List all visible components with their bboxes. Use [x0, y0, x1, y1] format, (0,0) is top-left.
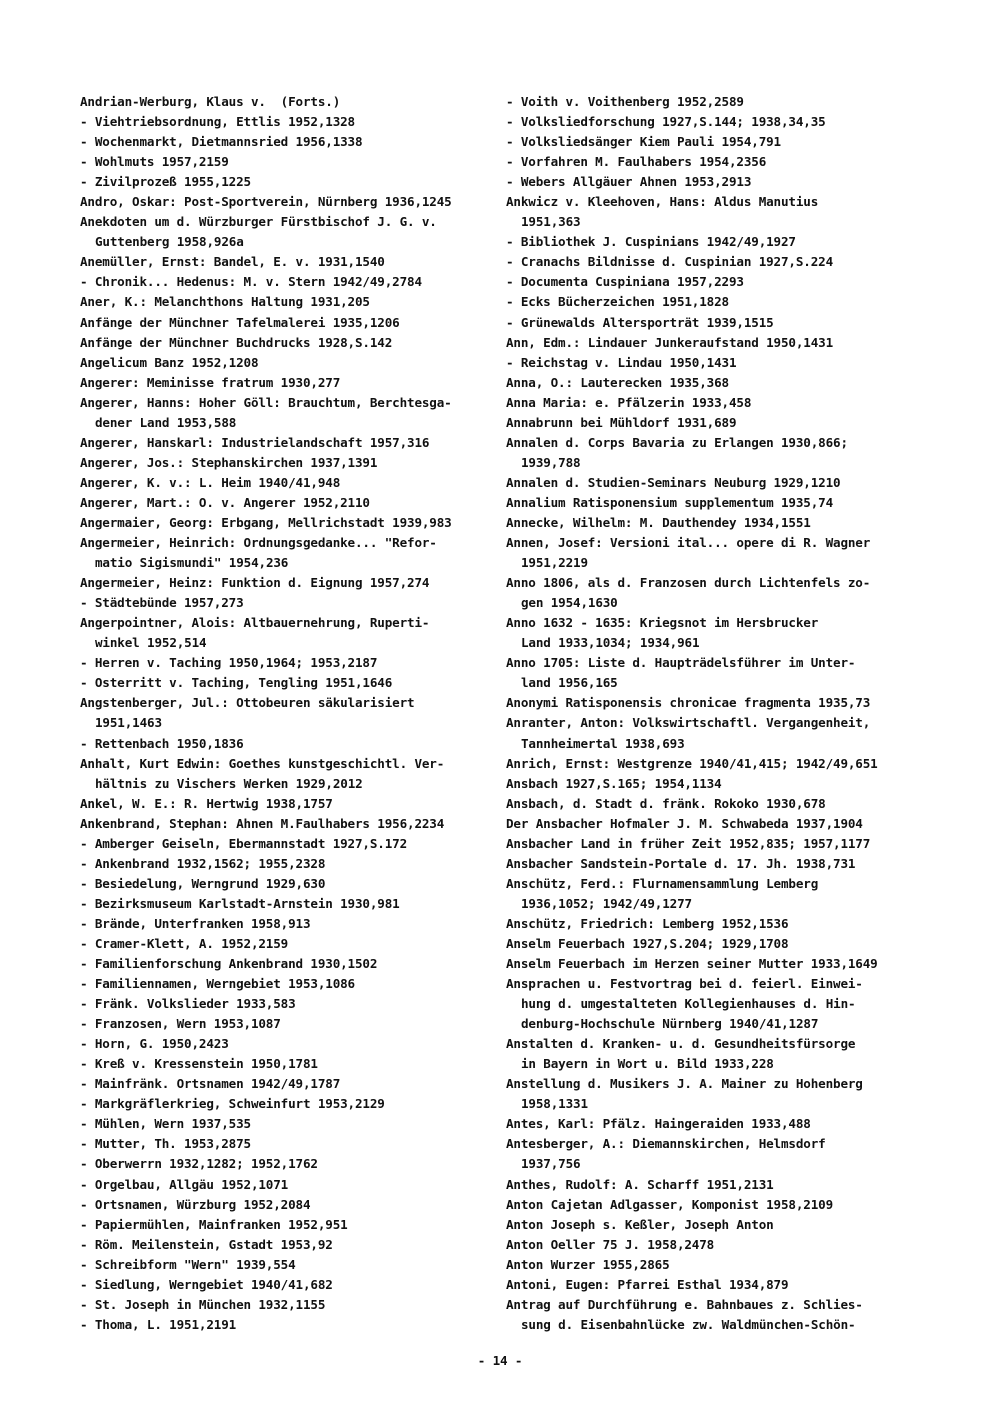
index-entry: Der Ansbacher Hofmaler J. M. Schwabeda 1937,1904	[506, 815, 863, 831]
index-entry: - Thoma, L. 1951,2191	[80, 1316, 237, 1332]
index-entry: - Papiermühlen, Mainfranken 1952,951	[80, 1216, 348, 1232]
index-entry: Anselm Feuerbach 1927,S.204; 1929,1708	[506, 935, 789, 951]
index-entry: Angerer, Jos.: Stephanskirchen 1937,1391	[80, 454, 378, 470]
index-entry: - Markgräflerkrieg, Schweinfurt 1953,2129	[80, 1096, 385, 1112]
index-entry: - Städtebünde 1957,273	[80, 595, 244, 611]
index-entry-continuation: Guttenberg 1958,926a	[95, 234, 244, 250]
index-entry-continuation: matio Sigismundi" 1954,236	[95, 555, 289, 571]
index-entry: Andrian-Werburg, Klaus v. (Forts.)	[80, 94, 341, 109]
index-entry: Antoni, Eugen: Pfarrei Esthal 1934,879	[506, 1276, 789, 1292]
index-entry: Anranter, Anton: Volkswirtschaftl. Vergangenheit,	[506, 715, 871, 731]
index-entry: Angermaier, Georg: Erbgang, Mellrichstadt 1939,983	[80, 514, 452, 530]
index-entry-continuation: in Bayern in Wort u. Bild 1933,228	[521, 1056, 774, 1072]
index-entry: Anschütz, Ferd.: Flurnamensammlung Lemberg	[506, 875, 819, 891]
index-entry: Anemüller, Ernst: Bandel, E. v. 1931,1540	[80, 254, 385, 270]
index-entry: - Wohlmuts 1957,2159	[80, 154, 229, 170]
index-entry: Antes, Karl: Pfälz. Haingeraiden 1933,488	[506, 1116, 811, 1132]
index-entry: - Ecks Bücherzeichen 1951,1828	[506, 294, 729, 310]
index-entry: - Cramer-Klett, A. 1952,2159	[80, 935, 289, 951]
index-entry: Annecke, Wilhelm: M. Dauthendey 1934,1551	[506, 514, 811, 530]
index-entry: Ansbach, d. Stadt d. fränk. Rokoko 1930,678	[506, 795, 826, 811]
index-entry: - Familienforschung Ankenbrand 1930,1502	[80, 956, 378, 972]
index-entry-continuation: Tannheimertal 1938,693	[521, 735, 685, 751]
index-entry-continuation: land 1956,165	[521, 675, 618, 691]
index-entry: - Osterritt v. Taching, Tengling 1951,1646	[80, 675, 393, 691]
index-entry-continuation: 1939,788	[521, 454, 581, 470]
index-entry: - Reichstag v. Lindau 1950,1431	[506, 354, 737, 370]
index-entry: Anton Oeller 75 J. 1958,2478	[506, 1236, 715, 1252]
index-entry: - Rettenbach 1950,1836	[80, 735, 244, 751]
index-entry: - Webers Allgäuer Ahnen 1953,2913	[506, 174, 752, 190]
index-entry: Anno 1632 - 1635: Kriegsnot im Hersbrucker	[506, 615, 819, 631]
index-entry: Ansprachen u. Festvortrag bei d. feierl. Einwei-	[506, 976, 863, 992]
index-entry-continuation: Land 1933,1034; 1934,961	[521, 635, 700, 651]
index-entry: - Vorfahren M. Faulhabers 1954,2356	[506, 154, 767, 170]
index-entry-continuation: 1951,1463	[95, 715, 162, 731]
index-entry: - Horn, G. 1950,2423	[80, 1036, 229, 1052]
index-entry: - Amberger Geiseln, Ebermannstadt 1927,S.172	[80, 835, 408, 851]
index-entry: - Kreß v. Kressenstein 1950,1781	[80, 1056, 318, 1072]
index-entry: Anekdoten um d. Würzburger Fürstbischof J. G. v.	[80, 214, 437, 230]
index-entry: Anhalt, Kurt Edwin: Goethes kunstgeschichtl. Ver-	[80, 755, 445, 771]
index-entry: Anstellung d. Musikers J. A. Mainer zu Hohenberg	[506, 1076, 863, 1092]
index-entry: Andro, Oskar: Post-Sportverein, Nürnberg 1936,1245	[80, 194, 452, 210]
index-entry: Anfänge der Münchner Tafelmalerei 1935,1206	[80, 314, 400, 330]
index-entry-continuation: 1936,1052; 1942/49,1277	[521, 895, 692, 911]
index-entry: Anno 1806, als d. Franzosen durch Lichtenfels zo-	[506, 575, 871, 591]
index-entry: Ankenbrand, Stephan: Ahnen M.Faulhabers 1956,2234	[80, 815, 445, 831]
index-entry: - Herren v. Taching 1950,1964; 1953,2187	[80, 655, 378, 671]
index-column-right	[506, 92, 916, 1335]
index-entry: Annabrunn bei Mühldorf 1931,689	[506, 414, 737, 430]
index-entry: - Grünewalds Altersporträt 1939,1515	[506, 314, 774, 330]
index-entry: - Ortsnamen, Würzburg 1952,2084	[80, 1196, 311, 1212]
index-entry-continuation: hältnis zu Vischers Werken 1929,2012	[95, 775, 363, 791]
index-entry-continuation: denburg-Hochschule Nürnberg 1940/41,1287	[521, 1016, 819, 1032]
index-entry: - St. Joseph in München 1932,1155	[80, 1296, 326, 1312]
index-entry: - Brände, Unterfranken 1958,913	[80, 915, 311, 931]
index-entry: - Mühlen, Wern 1937,535	[80, 1116, 251, 1132]
index-entry: - Besiedelung, Werngrund 1929,630	[80, 875, 326, 891]
index-entry: Angstenberger, Jul.: Ottobeuren säkularisiert	[80, 695, 415, 711]
index-entry: Anselm Feuerbach im Herzen seiner Mutter 1933,1649	[506, 956, 878, 972]
index-entry: - Schreibform "Wern" 1939,554	[80, 1256, 296, 1272]
index-entry: Angerpointner, Alois: Altbauernehrung, Ruperti-	[80, 615, 430, 631]
index-entry: Angerer, Mart.: O. v. Angerer 1952,2110	[80, 494, 370, 510]
index-entry: - Bibliothek J. Cuspinians 1942/49,1927	[506, 234, 796, 250]
index-entry: - Franzosen, Wern 1953,1087	[80, 1016, 281, 1032]
index-entry: Anna Maria: e. Pfälzerin 1933,458	[506, 394, 752, 410]
index-entry: Annen, Josef: Versioni ital... opere di R. Wagner	[506, 535, 871, 551]
index-entry: Anna, O.: Lauterecken 1935,368	[506, 374, 729, 390]
index-entry: Ankwicz v. Kleehoven, Hans: Aldus Manutius	[506, 194, 819, 210]
index-entry-continuation: 1958,1331	[521, 1096, 588, 1112]
index-entry: - Ankenbrand 1932,1562; 1955,2328	[80, 855, 326, 871]
index-entry-continuation: sung d. Eisenbahnlücke zw. Waldmünchen-Schön-	[521, 1316, 856, 1332]
index-entry: Anstalten d. Kranken- u. d. Gesundheitsfürsorge	[506, 1036, 856, 1052]
index-entry: Anno 1705: Liste d. Haupträdelsführer im Unter-	[506, 655, 856, 671]
index-entry: Anfänge der Münchner Buchdrucks 1928,S.142	[80, 334, 393, 350]
index-entry: - Fränk. Volkslieder 1933,583	[80, 996, 296, 1012]
index-entry: - Volksliedsänger Kiem Pauli 1954,791	[506, 134, 781, 150]
index-entry: Anrich, Ernst: Westgrenze 1940/41,415; 1942/49,651	[506, 755, 878, 771]
index-entry: Anton Cajetan Adlgasser, Komponist 1958,2109	[506, 1196, 834, 1212]
index-entry: Aner, K.: Melanchthons Haltung 1931,205	[80, 294, 370, 310]
index-entry: Antrag auf Durchführung e. Bahnbaues z. Schlies-	[506, 1296, 863, 1312]
index-entry: Ansbach 1927,S.165; 1954,1134	[506, 775, 722, 791]
index-entry: - Röm. Meilenstein, Gstadt 1953,92	[80, 1236, 333, 1252]
index-column-left	[80, 92, 485, 1335]
index-entry: Anschütz, Friedrich: Lemberg 1952,1536	[506, 915, 789, 931]
index-entry-continuation: 1951,363	[521, 214, 581, 230]
index-entry: - Documenta Cuspiniana 1957,2293	[506, 274, 744, 290]
index-entry: Ansbacher Sandstein-Portale d. 17. Jh. 1938,731	[506, 855, 856, 871]
index-entry: Ann, Edm.: Lindauer Junkeraufstand 1950,1431	[506, 334, 834, 350]
index-entry: - Orgelbau, Allgäu 1952,1071	[80, 1176, 289, 1192]
index-entry: Ansbacher Land in früher Zeit 1952,835; 1957,1177	[506, 835, 871, 851]
index-entry-continuation: 1951,2219	[521, 555, 588, 571]
index-entry: Annalium Ratisponensium supplementum 1935,74	[506, 494, 834, 510]
index-entry: - Cranachs Bildnisse d. Cuspinian 1927,S.224	[506, 254, 834, 270]
index-entry: Anthes, Rudolf: A. Scharff 1951,2131	[506, 1176, 774, 1192]
index-entry: - Familiennamen, Werngebiet 1953,1086	[80, 976, 355, 992]
index-entry: - Volksliedforschung 1927,S.144; 1938,34,35	[506, 114, 826, 130]
index-entry: Ankel, W. E.: R. Hertwig 1938,1757	[80, 795, 333, 811]
index-entry: Antesberger, A.: Diemannskirchen, Helmsdorf	[506, 1136, 826, 1152]
index-entry-continuation: winkel 1952,514	[95, 635, 207, 651]
page-number: - 14 -	[477, 1353, 523, 1368]
index-entry: Anton Wurzer 1955,2865	[506, 1256, 670, 1272]
index-entry: Angelicum Banz 1952,1208	[80, 354, 259, 370]
index-entry-continuation: dener Land 1953,588	[95, 414, 237, 430]
index-entry-continuation: 1937,756	[521, 1156, 581, 1172]
index-entry: - Voith v. Voithenberg 1952,2589	[506, 94, 744, 109]
index-entry: - Siedlung, Werngebiet 1940/41,682	[80, 1276, 333, 1292]
index-entry-continuation: hung d. umgestalteten Kollegienhauses d. Hin-	[521, 996, 856, 1012]
index-entry: Anonymi Ratisponensis chronicae fragmenta 1935,73	[506, 695, 871, 711]
index-entry: - Viehtriebsordnung, Ettlis 1952,1328	[80, 114, 355, 130]
index-entry: - Bezirksmuseum Karlstadt-Arnstein 1930,981	[80, 895, 400, 911]
index-entry: - Wochenmarkt, Dietmannsried 1956,1338	[80, 134, 363, 150]
index-entry: - Mutter, Th. 1953,2875	[80, 1136, 251, 1152]
index-entry: Angerer, Hanskarl: Industrielandschaft 1957,316	[80, 434, 430, 450]
index-entry: - Chronik... Hedenus: M. v. Stern 1942/49,2784	[80, 274, 422, 290]
index-entry: Anton Joseph s. Keßler, Joseph Anton	[506, 1216, 774, 1232]
index-entry: Angermeier, Heinrich: Ordnungsgedanke... "Refor-	[80, 535, 437, 551]
index-entry: Annalen d. Studien-Seminars Neuburg 1929,1210	[506, 474, 841, 490]
index-entry: Angerer: Meminisse fratrum 1930,277	[80, 374, 341, 390]
index-entry: - Oberwerrn 1932,1282; 1952,1762	[80, 1156, 318, 1172]
index-entry: Annalen d. Corps Bavaria zu Erlangen 1930,866;	[506, 434, 848, 450]
index-entry: Angerer, K. v.: L. Heim 1940/41,948	[80, 474, 341, 490]
index-entry-continuation: gen 1954,1630	[521, 595, 618, 611]
index-entry: Angermeier, Heinz: Funktion d. Eignung 1957,274	[80, 575, 430, 591]
index-entry: Angerer, Hanns: Hoher Göll: Brauchtum, Berchtesga-	[80, 394, 452, 410]
index-entry: - Zivilprozeß 1955,1225	[80, 174, 251, 190]
index-entry: - Mainfränk. Ortsnamen 1942/49,1787	[80, 1076, 341, 1092]
